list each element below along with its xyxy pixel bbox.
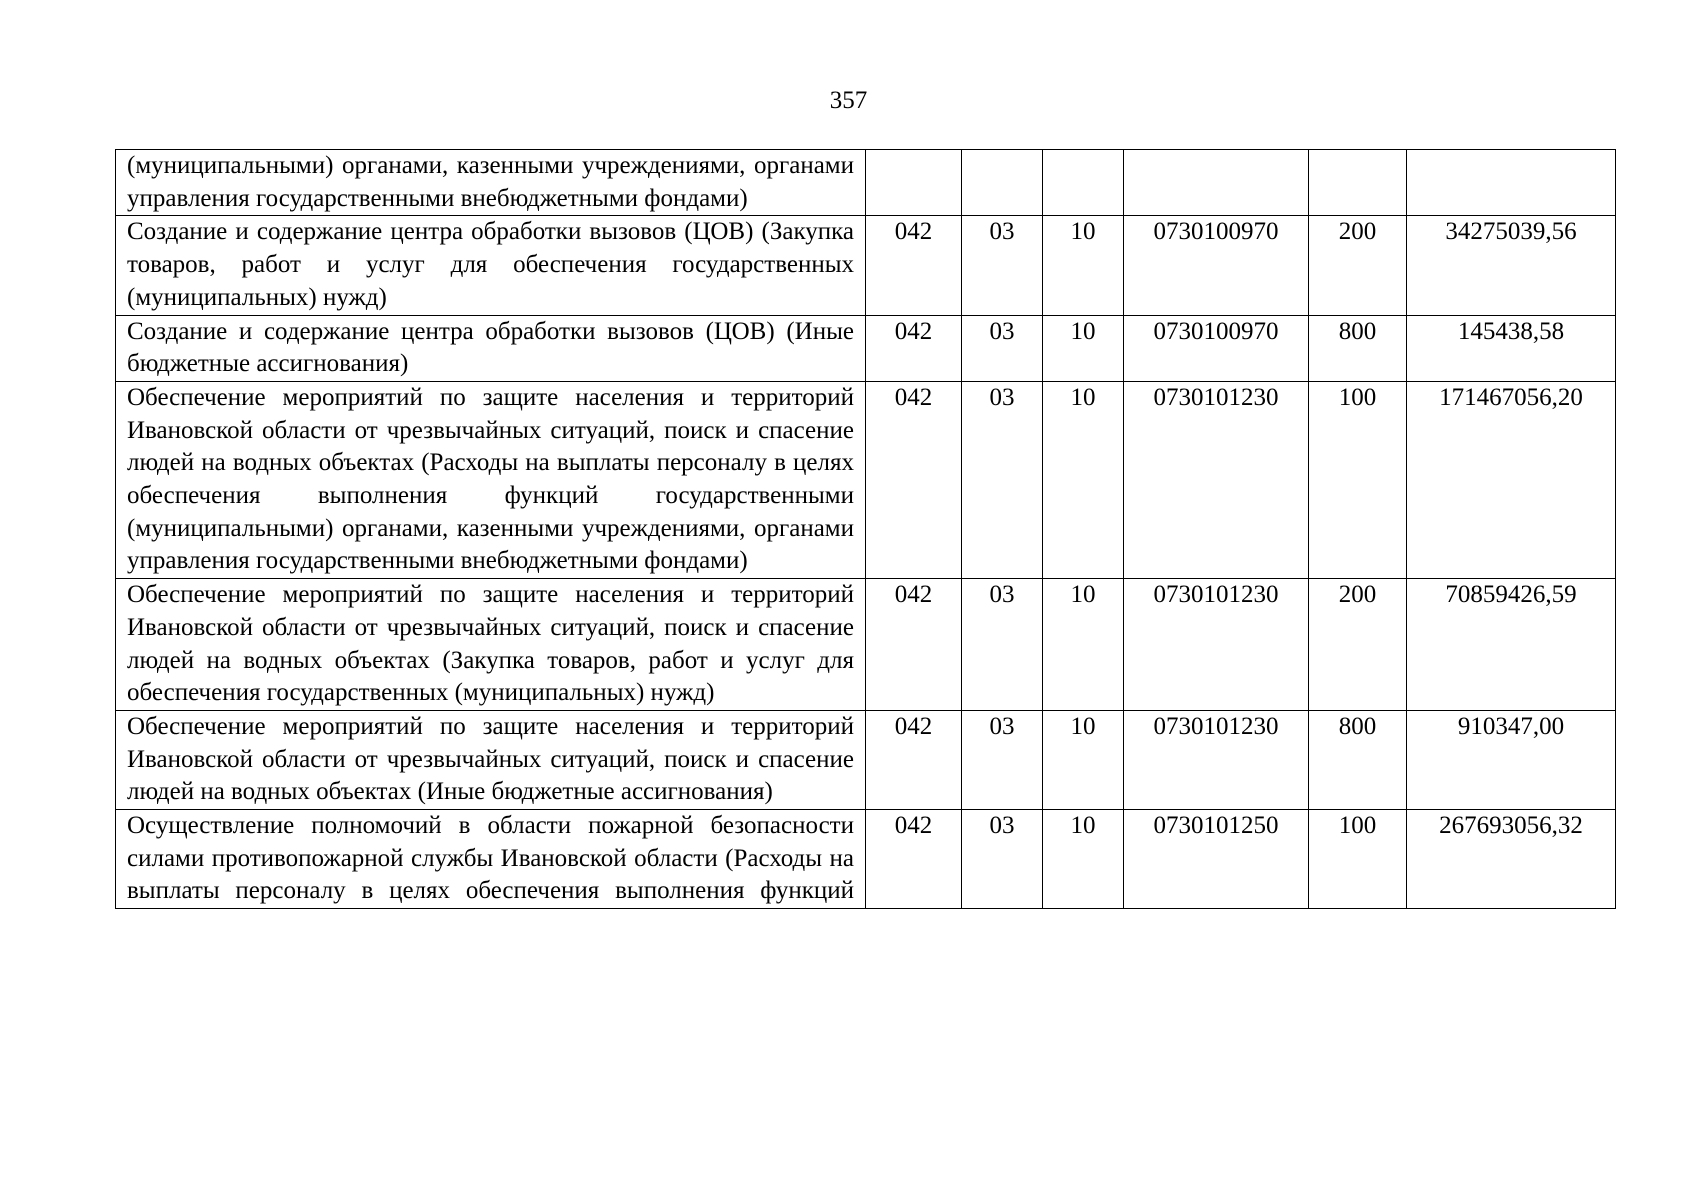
amount: 70859426,59	[1407, 579, 1616, 711]
table-row	[116, 810, 1616, 909]
ministry-code: 042	[866, 216, 962, 315]
ministry-code	[866, 150, 962, 216]
target-article-code: 0730100970	[1124, 315, 1309, 381]
subsection-code: 10	[1043, 216, 1124, 315]
ministry-code: 042	[866, 810, 962, 909]
amount	[1407, 150, 1616, 216]
row-description: Обеспечение мероприятий по защите населения и территорий Ивановской области от чрезвычайных ситуаций, поиск и спасение людей на водных объектах (Закупка товаров, работ и услуг для обеспечения государственных (муниципальных) нужд)	[116, 579, 866, 711]
page-number: 357	[829, 87, 868, 114]
subsection-code: 10	[1043, 579, 1124, 711]
ministry-code: 042	[866, 579, 962, 711]
expense-type-code: 100	[1309, 381, 1407, 578]
subsection-code: 10	[1043, 381, 1124, 578]
target-article-code: 0730101230	[1124, 710, 1309, 809]
section-code: 03	[962, 216, 1043, 315]
ministry-code: 042	[866, 381, 962, 578]
expense-type-code: 200	[1309, 216, 1407, 315]
expense-type-code	[1309, 150, 1407, 216]
table-row	[116, 150, 1616, 216]
expense-type-code: 800	[1309, 315, 1407, 381]
section-code: 03	[962, 579, 1043, 711]
section-code: 03	[962, 810, 1043, 909]
amount: 171467056,20	[1407, 381, 1616, 578]
row-description: Создание и содержание центра обработки вызовов (ЦОВ) (Закупка товаров, работ и услуг для обеспечения государственных (муниципальных) нужд)	[116, 216, 866, 315]
table-row	[116, 381, 1616, 578]
expense-type-code: 100	[1309, 810, 1407, 909]
row-description: Создание и содержание центра обработки вызовов (ЦОВ) (Иные бюджетные ассигнования)	[116, 315, 866, 381]
section-code: 03	[962, 381, 1043, 578]
subsection-code: 10	[1043, 710, 1124, 809]
section-code	[962, 150, 1043, 216]
subsection-code: 10	[1043, 315, 1124, 381]
row-description: (муниципальными) органами, казенными учреждениями, органами управления государственными внебюджетными фондами)	[116, 150, 866, 216]
subsection-code: 10	[1043, 810, 1124, 909]
target-article-code: 0730101230	[1124, 579, 1309, 711]
target-article-code: 0730100970	[1124, 216, 1309, 315]
target-article-code: 0730101250	[1124, 810, 1309, 909]
section-code: 03	[962, 710, 1043, 809]
budget-table	[115, 149, 1616, 909]
table-row	[116, 315, 1616, 381]
table-row	[116, 579, 1616, 711]
subsection-code	[1043, 150, 1124, 216]
amount: 910347,00	[1407, 710, 1616, 809]
ministry-code: 042	[866, 315, 962, 381]
amount: 34275039,56	[1407, 216, 1616, 315]
target-article-code: 0730101230	[1124, 381, 1309, 578]
row-description: Обеспечение мероприятий по защите населения и территорий Ивановской области от чрезвычайных ситуаций, поиск и спасение людей на водных объектах (Расходы на выплаты персоналу в целях обеспечения выполнения функций государственными (муниципальными) органами, казенными учреждениями, органами управления государственными внебюджетными фондами)	[116, 381, 866, 578]
amount: 145438,58	[1407, 315, 1616, 381]
section-code: 03	[962, 315, 1043, 381]
row-description: Осуществление полномочий в области пожарной безопасности силами противопожарной службы Ивановской области (Расходы на выплаты персоналу в целях обеспечения выполнения функций	[116, 810, 866, 909]
table-row	[116, 216, 1616, 315]
row-description: Обеспечение мероприятий по защите населения и территорий Ивановской области от чрезвычайных ситуаций, поиск и спасение людей на водных объектах (Иные бюджетные ассигнования)	[116, 710, 866, 809]
target-article-code	[1124, 150, 1309, 216]
expense-type-code: 200	[1309, 579, 1407, 711]
amount: 267693056,32	[1407, 810, 1616, 909]
expense-type-code: 800	[1309, 710, 1407, 809]
ministry-code: 042	[866, 710, 962, 809]
table-row	[116, 710, 1616, 809]
